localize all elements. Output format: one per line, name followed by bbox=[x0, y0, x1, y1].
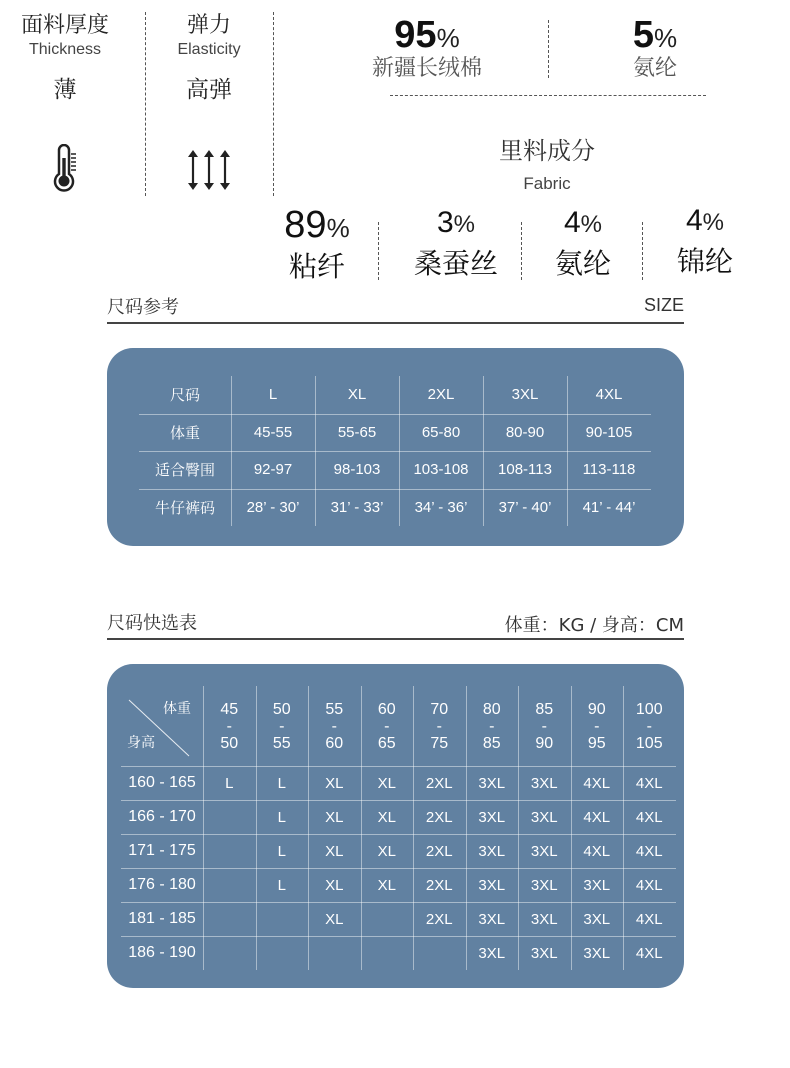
height-row-label: 166 - 170 bbox=[128, 808, 196, 825]
size-ref-label: SIZE bbox=[643, 295, 684, 315]
size-cell bbox=[308, 936, 361, 970]
size-cell bbox=[203, 902, 256, 936]
size-cell: 4XL bbox=[635, 876, 663, 894]
table-cell: 65-80 bbox=[421, 423, 461, 441]
weight-max: 85 bbox=[482, 734, 501, 752]
size-cell: 3XL bbox=[530, 774, 558, 792]
lining-subtitle: Fabric bbox=[523, 174, 571, 193]
size-ref-card bbox=[107, 348, 684, 546]
size-cell: 2XL bbox=[425, 876, 453, 894]
size-cell: 4XL bbox=[635, 842, 663, 860]
size-cell: 3XL bbox=[583, 876, 611, 894]
weight-separator: - bbox=[331, 717, 337, 735]
table-cell: 113-118 bbox=[582, 461, 636, 479]
table-cell: 55-65 bbox=[337, 423, 377, 441]
fabric-name: 氨纶 bbox=[632, 56, 677, 81]
table-cell: 98-103 bbox=[333, 461, 381, 479]
table-cell: 31’ - 33’ bbox=[330, 498, 384, 516]
fabric-name: 氨纶 bbox=[554, 247, 611, 280]
weight-separator: - bbox=[384, 717, 390, 735]
corner-header bbox=[121, 686, 203, 766]
weight-column-header bbox=[256, 686, 309, 766]
table-gridline bbox=[121, 766, 676, 767]
percent-sign: % bbox=[326, 213, 350, 243]
size-cell: 4XL bbox=[635, 774, 663, 792]
weight-max: 95 bbox=[587, 734, 606, 752]
outer-fabric-item bbox=[352, 14, 502, 82]
size-cell: 4XL bbox=[635, 944, 663, 962]
weight-column-header bbox=[518, 686, 571, 766]
row-label: 牛仔裤码 bbox=[154, 498, 215, 517]
table-gridline bbox=[121, 800, 676, 801]
quick-size-units: 体重：KG / 身高：CM bbox=[504, 615, 684, 636]
percent-sign: % bbox=[436, 23, 460, 53]
table-gridline bbox=[567, 376, 568, 526]
size-cell: 4XL bbox=[583, 842, 611, 860]
percent-sign: % bbox=[453, 211, 476, 238]
weight-separator: - bbox=[279, 717, 285, 735]
size-cell: XL bbox=[325, 774, 344, 792]
table-cell: 37’ - 40’ bbox=[498, 498, 552, 516]
corner-weight-label: 体重 bbox=[163, 701, 191, 717]
size-cell: XL bbox=[377, 774, 396, 792]
weight-min: 90 bbox=[587, 700, 606, 718]
size-cell: 3XL bbox=[478, 910, 506, 928]
lining-header bbox=[447, 131, 647, 194]
size-cell bbox=[203, 834, 256, 868]
size-cell: L bbox=[277, 876, 286, 894]
weight-column-header bbox=[466, 686, 519, 766]
size-cell: 3XL bbox=[530, 910, 558, 928]
divider bbox=[378, 222, 379, 280]
divider bbox=[273, 12, 274, 196]
weight-separator: - bbox=[489, 717, 495, 735]
size-cell: 3XL bbox=[530, 876, 558, 894]
weight-max: 65 bbox=[377, 734, 396, 752]
thickness-value: 薄 bbox=[53, 77, 77, 103]
thickness-block bbox=[0, 8, 130, 104]
weight-max: 105 bbox=[635, 734, 663, 752]
weight-max: 55 bbox=[272, 734, 291, 752]
table-gridline bbox=[203, 686, 204, 970]
weight-min: 100 bbox=[635, 700, 663, 718]
table-cell: 80-90 bbox=[505, 423, 545, 441]
size-cell: XL bbox=[325, 910, 344, 928]
weight-column-header bbox=[203, 686, 256, 766]
table-gridline bbox=[399, 376, 400, 526]
size-cell: L bbox=[277, 774, 286, 792]
table-gridline bbox=[483, 376, 484, 526]
height-row-label: 171 - 175 bbox=[128, 842, 196, 859]
weight-separator: - bbox=[226, 717, 232, 735]
weight-column-header bbox=[623, 686, 676, 766]
size-cell bbox=[256, 902, 309, 936]
size-cell: 3XL bbox=[530, 944, 558, 962]
column-header: 3XL bbox=[511, 386, 539, 404]
divider bbox=[642, 222, 643, 280]
size-cell bbox=[203, 868, 256, 902]
size-cell: 3XL bbox=[583, 944, 611, 962]
lining-item bbox=[272, 204, 362, 285]
size-cell: 2XL bbox=[425, 842, 453, 860]
table-gridline bbox=[623, 686, 624, 970]
divider bbox=[548, 20, 549, 78]
fabric-percent: 5 bbox=[632, 14, 654, 56]
height-row-label: 186 - 190 bbox=[128, 944, 196, 961]
elasticity-subtitle: Elasticity bbox=[177, 41, 241, 58]
corner-height-label: 身高 bbox=[127, 735, 155, 751]
weight-min: 55 bbox=[325, 700, 344, 718]
fabric-percent: 89 bbox=[284, 204, 327, 246]
table-gridline bbox=[121, 868, 676, 869]
size-cell bbox=[361, 902, 414, 936]
size-cell: XL bbox=[325, 842, 344, 860]
weight-max: 50 bbox=[220, 734, 239, 752]
column-header: 2XL bbox=[427, 386, 455, 404]
weight-column-header bbox=[308, 686, 361, 766]
size-cell: 3XL bbox=[478, 774, 506, 792]
size-cell: 3XL bbox=[478, 876, 506, 894]
lining-title: 里料成分 bbox=[499, 137, 595, 165]
weight-max: 90 bbox=[535, 734, 554, 752]
row-label: 尺码 bbox=[169, 386, 200, 405]
fabric-name: 桑蚕丝 bbox=[413, 247, 498, 280]
column-header: 4XL bbox=[595, 386, 623, 404]
section-underline bbox=[107, 638, 684, 640]
table-gridline bbox=[466, 686, 467, 970]
row-label: 体重 bbox=[169, 423, 200, 442]
table-cell: 90-105 bbox=[585, 423, 633, 441]
size-cell bbox=[256, 936, 309, 970]
weight-separator: - bbox=[436, 717, 442, 735]
percent-sign: % bbox=[580, 211, 603, 238]
table-cell: 28’ - 30’ bbox=[246, 498, 300, 516]
size-cell: 2XL bbox=[425, 774, 453, 792]
table-cell: 108-113 bbox=[498, 461, 552, 479]
weight-min: 60 bbox=[377, 700, 396, 718]
size-cell: L bbox=[277, 808, 286, 826]
elasticity-value: 高弹 bbox=[186, 77, 232, 103]
size-cell bbox=[203, 936, 256, 970]
table-cell: 92-97 bbox=[253, 461, 293, 479]
table-gridline bbox=[139, 451, 651, 452]
height-row-label: 160 - 165 bbox=[128, 774, 196, 791]
size-cell: 3XL bbox=[478, 842, 506, 860]
table-gridline bbox=[256, 686, 257, 970]
fabric-name: 粘纤 bbox=[288, 250, 345, 283]
table-gridline bbox=[139, 414, 651, 415]
quick-size-card bbox=[107, 664, 684, 988]
size-cell: XL bbox=[325, 876, 344, 894]
weight-separator: - bbox=[541, 717, 547, 735]
size-cell: 3XL bbox=[583, 910, 611, 928]
table-gridline bbox=[518, 686, 519, 970]
table-cell: 45-55 bbox=[253, 423, 293, 441]
elasticity-title: 弹力 bbox=[186, 13, 231, 38]
quick-size-table bbox=[121, 686, 677, 972]
table-cell: 41’ - 44’ bbox=[582, 498, 636, 516]
table-cell: 34’ - 36’ bbox=[414, 498, 468, 516]
lining-item bbox=[538, 206, 628, 282]
section-underline bbox=[107, 322, 684, 324]
elasticity-block bbox=[146, 8, 272, 104]
size-cell: L bbox=[277, 842, 286, 860]
lining-item bbox=[400, 206, 512, 282]
size-cell: XL bbox=[325, 808, 344, 826]
weight-max: 60 bbox=[325, 734, 344, 752]
percent-sign: % bbox=[702, 209, 725, 236]
fabric-percent: 95 bbox=[394, 14, 437, 56]
weight-min: 80 bbox=[482, 700, 501, 718]
table-gridline bbox=[121, 936, 676, 937]
weight-separator: - bbox=[646, 717, 652, 735]
size-cell: 4XL bbox=[583, 774, 611, 792]
stretch-arrows-icon bbox=[185, 148, 233, 192]
size-ref-title: 尺码参考 bbox=[107, 297, 179, 318]
fabric-percent: 4 bbox=[563, 206, 581, 239]
fabric-percent: 4 bbox=[685, 204, 703, 237]
size-cell: 2XL bbox=[425, 910, 453, 928]
size-cell: 4XL bbox=[583, 808, 611, 826]
weight-min: 85 bbox=[535, 700, 554, 718]
thickness-subtitle: Thickness bbox=[28, 41, 102, 58]
size-cell: 3XL bbox=[478, 944, 506, 962]
table-gridline bbox=[231, 376, 232, 526]
divider bbox=[390, 95, 706, 96]
weight-column-header bbox=[413, 686, 466, 766]
size-cell bbox=[203, 800, 256, 834]
quick-size-title: 尺码快选表 bbox=[107, 613, 197, 634]
weight-min: 50 bbox=[272, 700, 291, 718]
table-gridline bbox=[315, 376, 316, 526]
percent-sign: % bbox=[654, 23, 678, 53]
weight-separator: - bbox=[594, 717, 600, 735]
table-gridline bbox=[413, 686, 414, 970]
fabric-percent: 3 bbox=[436, 206, 454, 239]
table-cell: 103-108 bbox=[413, 461, 469, 479]
fabric-name: 锦纶 bbox=[676, 245, 733, 278]
size-cell: 4XL bbox=[635, 910, 663, 928]
weight-column-header bbox=[571, 686, 624, 766]
thermometer-icon bbox=[50, 144, 80, 194]
size-cell: XL bbox=[377, 842, 396, 860]
table-gridline bbox=[139, 489, 651, 490]
column-header: XL bbox=[347, 386, 367, 404]
weight-max: 75 bbox=[430, 734, 449, 752]
size-cell: 3XL bbox=[530, 808, 558, 826]
size-cell bbox=[361, 936, 414, 970]
lining-item bbox=[660, 204, 750, 280]
size-cell: 4XL bbox=[635, 808, 663, 826]
divider bbox=[521, 222, 522, 280]
table-gridline bbox=[571, 686, 572, 970]
row-label: 适合臀围 bbox=[154, 461, 215, 480]
size-cell: 2XL bbox=[425, 808, 453, 826]
size-cell: XL bbox=[377, 876, 396, 894]
table-gridline bbox=[121, 902, 676, 903]
size-cell: 3XL bbox=[478, 808, 506, 826]
table-gridline bbox=[121, 834, 676, 835]
size-cell: 3XL bbox=[530, 842, 558, 860]
weight-min: 70 bbox=[430, 700, 449, 718]
size-ref-table bbox=[139, 376, 651, 526]
table-gridline bbox=[361, 686, 362, 970]
weight-column-header bbox=[361, 686, 414, 766]
fabric-name: 新疆长绒棉 bbox=[371, 56, 482, 81]
height-row-label: 181 - 185 bbox=[128, 910, 196, 927]
column-header: L bbox=[268, 386, 278, 404]
size-cell: L bbox=[225, 774, 234, 792]
size-cell: XL bbox=[377, 808, 396, 826]
size-cell bbox=[413, 936, 466, 970]
table-gridline bbox=[308, 686, 309, 970]
thickness-title: 面料厚度 bbox=[20, 13, 109, 38]
outer-fabric-item bbox=[600, 14, 710, 82]
height-row-label: 176 - 180 bbox=[128, 876, 196, 893]
weight-min: 45 bbox=[220, 700, 239, 718]
